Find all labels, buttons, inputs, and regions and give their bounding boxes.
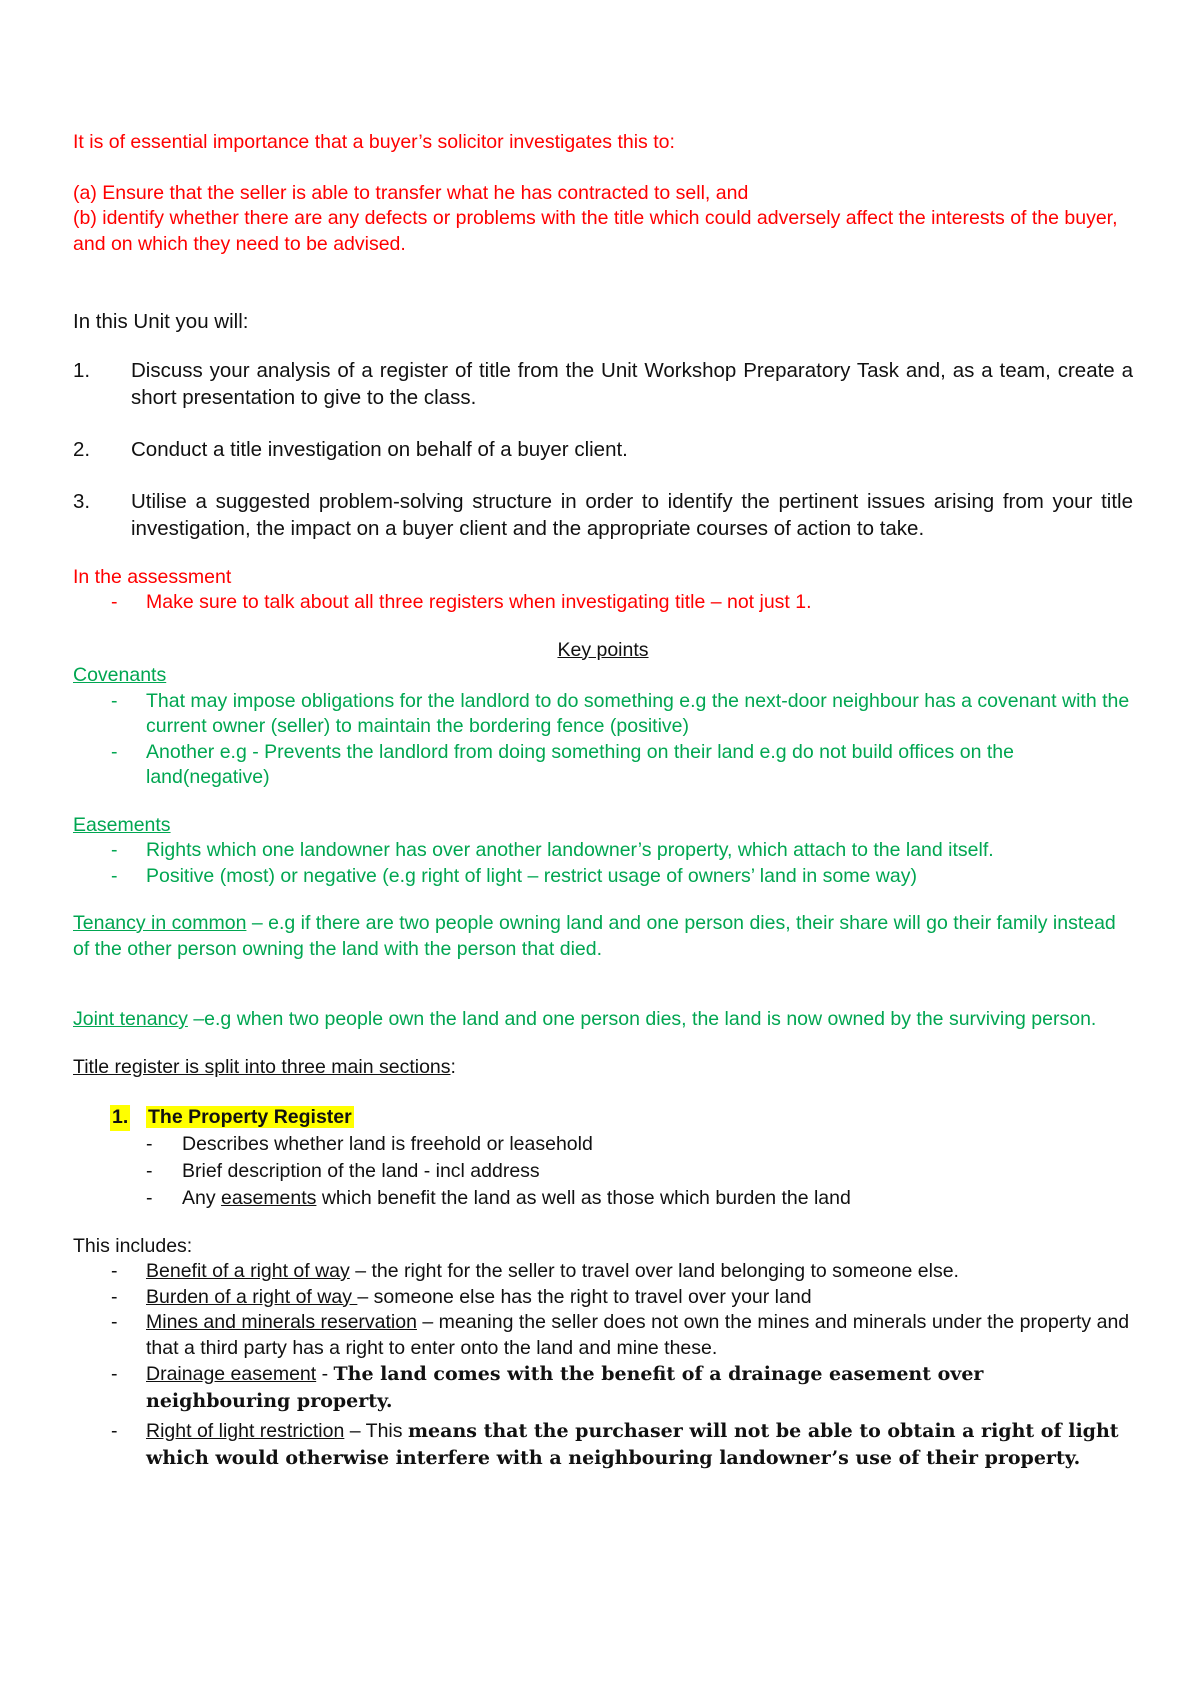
- unit-item-number: 1.: [73, 358, 91, 382]
- intro-point-a: (a) Ensure that the seller is able to transfer what he has contracted to sell, and: [73, 181, 749, 204]
- joint-tenancy-text: –e.g when two people own the land and one person dies, the land is now owned by the surviving person.: [187, 1008, 1097, 1030]
- includes-item-term: Benefit of a right of way: [146, 1260, 350, 1282]
- easements-item-1: [73, 838, 1133, 864]
- dash-bullet: -: [111, 864, 118, 887]
- includes-item-text: -: [316, 1363, 334, 1385]
- unit-item-number: 3.: [73, 489, 91, 513]
- property-register-title: The Property Register: [148, 1106, 352, 1128]
- easements-item-text: Rights which one landowner has over another landowner’s property, which attach to the land itself.: [146, 839, 994, 861]
- includes-item-term: Mines and minerals reservation: [146, 1311, 417, 1333]
- includes-item-text: – meaning the seller does not own the mines and minerals under the property and that a third party has a right to enter onto the land and mine these.: [146, 1311, 1130, 1359]
- property-register-item-1: [73, 1131, 1133, 1158]
- unit-item-text: Discuss your analysis of a register of title from the Unit Workshop Preparatory Task and, as a team, create a short presentation to give to the class.: [131, 358, 1133, 409]
- tenancy-in-common-paragraph: [73, 911, 1133, 962]
- dash-bullet: -: [111, 1420, 118, 1442]
- assessment-item-text: Make sure to talk about all three registers when investigating title – not just 1.: [146, 591, 812, 613]
- property-register-item-3: [73, 1185, 1133, 1212]
- includes-item-term: Burden of a right of way: [146, 1285, 358, 1308]
- dash-bullet: -: [146, 1159, 153, 1182]
- unit-item-1: [73, 357, 1133, 411]
- includes-item-bold-text: The land comes with the benefit of a drainage easement over neighbouring property.: [146, 1363, 984, 1412]
- covenants-item-text: Another e.g - Prevents the landlord from doing something on their land e.g do not build offices on the land(negative): [146, 740, 1014, 788]
- includes-item-4: [73, 1361, 1133, 1415]
- covenants-item-1: [73, 689, 1133, 740]
- covenants-item-text: That may impose obligations for the landlord to do something e.g the next-door neighbour has a covenant with the current owner (seller) to maintain the bordering fence (positive): [146, 689, 1130, 737]
- includes-item-term: Right of light restriction: [146, 1420, 345, 1442]
- assessment-item: [73, 590, 1133, 616]
- unit-heading: In this Unit you will:: [73, 310, 249, 333]
- property-register-number: 1.: [110, 1105, 130, 1131]
- includes-item-1: [73, 1259, 1133, 1285]
- unit-item-3: [73, 488, 1133, 542]
- dash-bullet: -: [146, 1186, 153, 1209]
- dash-bullet: -: [111, 839, 118, 861]
- unit-item-2: [73, 436, 1133, 463]
- intro-point-b: (b) identify whether there are any defects or problems with the title which could adversely affect the interests of the buyer, and on which they need to be advised.: [73, 207, 1118, 255]
- property-register-item-text-end: which benefit the land as well as those which burden the land: [316, 1186, 851, 1209]
- property-register-item-text: Brief description of the land - incl address: [182, 1159, 540, 1182]
- unit-item-number: 2.: [73, 437, 91, 461]
- tenancy-in-common-text: – e.g if there are two people owning land and one person dies, their share will go their family instead of the other person owning the land with the person that died.: [73, 912, 1116, 960]
- tenancy-in-common-term: Tenancy in common: [73, 912, 247, 934]
- title-register-heading: [73, 1055, 1133, 1081]
- covenants-item-2: [73, 740, 1133, 791]
- includes-item-text: – someone else has the right to travel over your land: [357, 1285, 812, 1308]
- includes-item-text: – This: [344, 1420, 408, 1442]
- includes-heading: This includes:: [73, 1234, 193, 1257]
- property-register-heading: [73, 1105, 1133, 1131]
- property-register-item-term: easements: [221, 1186, 317, 1209]
- easements-heading: Easements: [73, 813, 171, 836]
- assessment-heading: In the assessment: [73, 565, 232, 588]
- easements-item-2: [73, 864, 1133, 890]
- intro-line: It is of essential importance that a buyer’s solicitor investigates this to:: [73, 131, 675, 153]
- dash-bullet: -: [146, 1132, 153, 1155]
- dash-bullet: -: [111, 591, 118, 613]
- property-register-item-text: Describes whether land is freehold or leasehold: [182, 1132, 593, 1155]
- includes-item-5: [73, 1418, 1133, 1472]
- includes-item-bold-text: means that the purchaser will not be able to obtain a right of light which would otherwise interfere with a neighbouring landowner’s use of their property.: [146, 1420, 1119, 1469]
- document-page: [73, 130, 1133, 1472]
- dash-bullet: -: [111, 1260, 118, 1282]
- easements-item-text: Positive (most) or negative (e.g right of light – restrict usage of owners’ land in some way): [146, 864, 917, 887]
- joint-tenancy-term: Joint tenancy: [73, 1008, 188, 1030]
- property-register-item-2: [73, 1158, 1133, 1185]
- includes-item-2: [73, 1285, 1133, 1311]
- property-register-item-text: Any: [182, 1186, 222, 1209]
- includes-item-3: [73, 1310, 1133, 1361]
- unit-item-text: Conduct a title investigation on behalf of a buyer client.: [131, 437, 628, 461]
- dash-bullet: -: [111, 740, 118, 763]
- title-register-heading-text: Title register is split into three main sections: [73, 1055, 451, 1078]
- covenants-heading: Covenants: [73, 664, 167, 686]
- dash-bullet: -: [111, 1363, 118, 1385]
- title-register-heading-colon: :: [450, 1055, 456, 1078]
- dash-bullet: -: [111, 1285, 118, 1308]
- includes-item-text: – the right for the seller to travel over land belonging to someone else.: [349, 1260, 959, 1282]
- key-points-heading: Key points: [557, 638, 649, 661]
- includes-item-term: Drainage easement: [146, 1363, 317, 1385]
- dash-bullet: -: [111, 689, 118, 712]
- dash-bullet: -: [111, 1311, 118, 1333]
- unit-item-text: Utilise a suggested problem-solving structure in order to identify the pertinent issues arising from your title investigation, the impact on a buyer client and the appropriate courses of action to take.: [131, 489, 1133, 540]
- joint-tenancy-paragraph: [73, 1007, 1133, 1033]
